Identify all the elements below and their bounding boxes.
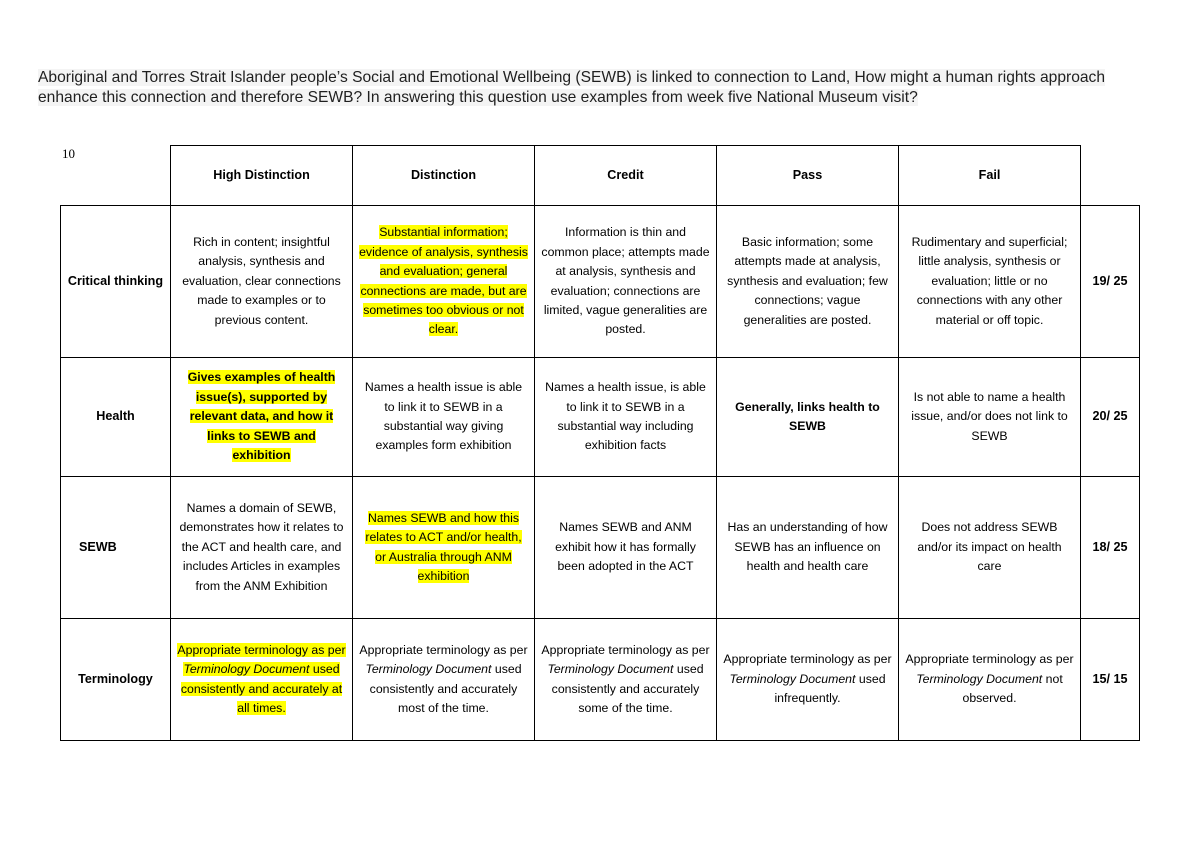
mark-cell: 19/ 25	[1081, 206, 1140, 358]
cell-text: used consistently and accurately at all times.	[180, 662, 343, 715]
header-high-distinction: High Distinction	[171, 146, 353, 206]
question-prompt: Aboriginal and Torres Strait Islander people’s Social and Emotional Wellbeing (SEWB) is linked to connection to Land, How might a human rights approach enhance this connection and therefore SEWB? In answering this question use examples from week five National Museum visit?	[38, 69, 1106, 106]
cell-text-italic: Terminology Document	[547, 662, 674, 677]
cell-fail	[899, 206, 1081, 358]
cell-text: Appropriate terminology as per	[177, 642, 346, 657]
corner-cell	[61, 146, 171, 206]
cell-text: Is not able to name a health issue, and/or does not link to SEWB	[911, 389, 1068, 443]
cell-text-highlighted: Names SEWB and how this relates to ACT and/or health, or Australia through ANM exhibition	[365, 510, 522, 583]
header-row	[61, 146, 1140, 206]
cell-text: Rich in content; insightful analysis, synthesis and evaluation, clear connections made to examples or to previous content.	[182, 234, 341, 327]
row-label: SEWB	[61, 477, 171, 619]
cell-fail	[899, 358, 1081, 477]
mark-cell: 15/ 15	[1081, 619, 1140, 741]
cell-text: used consistently and accurately most of the time.	[369, 662, 522, 715]
cell-pass	[717, 206, 899, 358]
cell-text: Generally, links health to SEWB	[735, 399, 880, 433]
cell-distinction	[353, 477, 535, 619]
cell-pass	[717, 477, 899, 619]
cell-distinction	[353, 619, 535, 741]
cell-credit	[535, 358, 717, 477]
rubric-table	[60, 145, 1140, 741]
cell-text-highlighted: Substantial information; evidence of analysis, synthesis and evaluation; general connections are made, but are sometimes too obvious or not clear.	[359, 225, 528, 337]
cell-text: Names SEWB and ANM exhibit how it has formally been adopted in the ACT	[555, 520, 696, 574]
mark-cell: 20/ 25	[1081, 358, 1140, 477]
cell-text: Names a domain of SEWB, demonstrates how it relates to the ACT and health care, and includes Articles in examples from the ANM Exhibition	[179, 500, 344, 593]
cell-text: not observed.	[962, 671, 1063, 706]
cell-high-distinction	[171, 206, 353, 358]
cell-pass	[717, 619, 899, 741]
cell-high-distinction	[171, 358, 353, 477]
row-label: Health	[61, 358, 171, 477]
cell-distinction	[353, 358, 535, 477]
row-sewb	[61, 477, 1140, 619]
header-credit: Credit	[535, 146, 717, 206]
cell-text: Rudimentary and superficial; little analysis, synthesis or evaluation; little or no connections with any other material or off topic.	[911, 234, 1068, 327]
cell-text: Names a health issue, is able to link it to SEWB in a substantial way including exhibition facts	[545, 380, 706, 453]
cell-text: Information is thin and common place; attempts made at analysis, synthesis and evaluation; connections are limited, vague generalities are posted.	[541, 225, 710, 337]
header-pass: Pass	[717, 146, 899, 206]
cell-fail	[899, 477, 1081, 619]
header-distinction: Distinction	[353, 146, 535, 206]
cell-text-italic: Terminology Document	[183, 662, 310, 677]
row-label: Terminology	[61, 619, 171, 741]
cell-text: Basic information; some attempts made at analysis, synthesis and evaluation; few connections; vague generalities are posted.	[727, 234, 888, 327]
row-label: Critical thinking	[61, 206, 171, 358]
row-terminology	[61, 619, 1140, 741]
cell-text: Does not address SEWB and/or its impact on health care	[917, 520, 1062, 574]
cell-text: Appropriate terminology as per	[359, 642, 528, 657]
header-mark-blank	[1081, 146, 1140, 206]
cell-text: Appropriate terminology as per	[723, 652, 892, 667]
cell-text: Appropriate terminology as per	[905, 652, 1074, 667]
header-fail: Fail	[899, 146, 1081, 206]
cell-text-italic: Terminology Document	[365, 662, 492, 677]
cell-text: used infrequently.	[774, 671, 886, 706]
row-critical-thinking	[61, 206, 1140, 358]
cell-distinction	[353, 206, 535, 358]
cell-text-highlighted: Gives examples of health issue(s), supported by relevant data, and how it links to SEWB and exhibition	[187, 370, 336, 463]
row-health	[61, 358, 1140, 477]
cell-credit	[535, 477, 717, 619]
cell-pass	[717, 358, 899, 477]
cell-text: Names a health issue is able to link it to SEWB in a substantial way giving examples form exhibition	[364, 380, 523, 453]
cell-text: Appropriate terminology as per	[541, 642, 710, 657]
cell-text-italic: Terminology Document	[916, 671, 1043, 686]
cell-text: Has an understanding of how SEWB has an influence on health and health care	[727, 520, 888, 574]
cell-high-distinction	[171, 477, 353, 619]
cell-high-distinction	[171, 619, 353, 741]
total-score: 10	[62, 146, 75, 161]
cell-text: used consistently and accurately some of the time.	[551, 662, 704, 715]
cell-credit	[535, 206, 717, 358]
mark-cell: 18/ 25	[1081, 477, 1140, 619]
cell-fail	[899, 619, 1081, 741]
cell-text-italic: Terminology Document	[729, 671, 856, 686]
cell-credit	[535, 619, 717, 741]
